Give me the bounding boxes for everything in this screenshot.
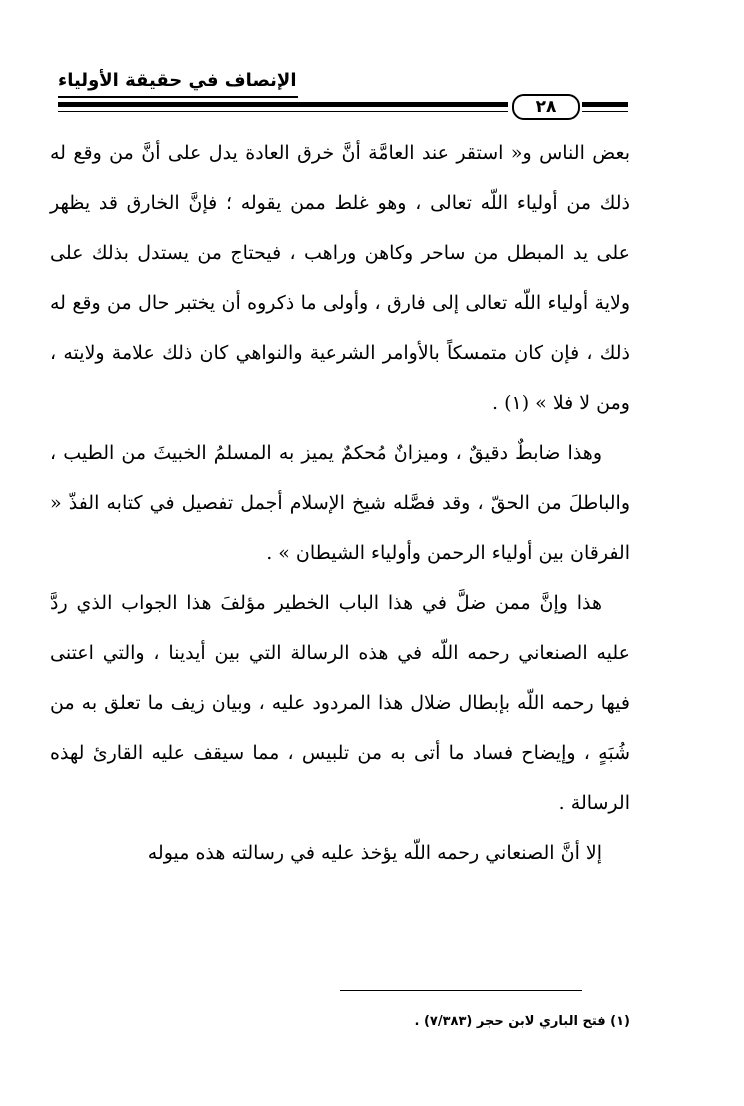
paragraph: هذا وإنَّ ممن ضلَّ في هذا الباب الخطير مؤلفَ هذا الجواب الذي ردَّ عليه الصنعاني رحمه اللّه في هذه الرسالة التي بين أيدينا ، والتي اعتنى فيها رحمه اللّه بإبطال ضلال هذا المردود عليه ، وبيان زيف ما تعلق به من شُبَهٍ ، وإيضاح فساد ما أتى به من تلبيس ، مما سيقف عليه القارئ لهذه الرسالة .	[50, 592, 630, 814]
footnote-divider	[340, 990, 582, 991]
body-text	[50, 128, 630, 878]
header-rule-thin	[58, 111, 508, 112]
page-number: ٢٨	[512, 94, 580, 120]
page-header	[58, 64, 628, 120]
title-underline	[58, 96, 298, 98]
paragraph: إلا أنَّ الصنعاني رحمه اللّه يؤخذ عليه في رسالته هذه ميوله	[147, 842, 602, 864]
header-rule-right	[582, 102, 628, 107]
header-rule-right-thin	[582, 111, 628, 112]
paragraph: وهذا ضابطٌ دقيقٌ ، وميزانٌ مُحكمٌ يميز به المسلمُ الخبيثَ من الطيب ، والباطلَ من الحقّ ، وقد فصَّله شيخ الإسلام أجمل تفصيل في كتابه الفذّ « الفرقان بين أولياء الرحمن وأولياء الشيطان » .	[50, 442, 630, 564]
paragraph-continuation: بعض الناس و« استقر عند العامَّة أنَّ خرق العادة يدل على أنَّ من وقع له ذلك من أولياء اللّه تعالى ، وهو غلط ممن يقوله ؛ فإنَّ الخارق قد يظهر على يد المبطل من ساحر وكاهن وراهب ، فيحتاج من يستدل بذلك على ولاية أولياء اللّه تعالى إلى فارق ، وأولى ما ذكروه أن يختبر حال من وقع له ذلك ، فإن كان متمسكاً بالأوامر الشرعية والنواهي كان ذلك علامة ولايته ، ومن لا فلا » (١) .	[50, 142, 630, 414]
header-rule-thick	[58, 102, 508, 107]
running-title: الإنصاف في حقيقة الأولياء	[58, 70, 297, 91]
footnote: (١) فتح الباري لابن حجر (٧/٣٨٣) .	[414, 1014, 630, 1029]
